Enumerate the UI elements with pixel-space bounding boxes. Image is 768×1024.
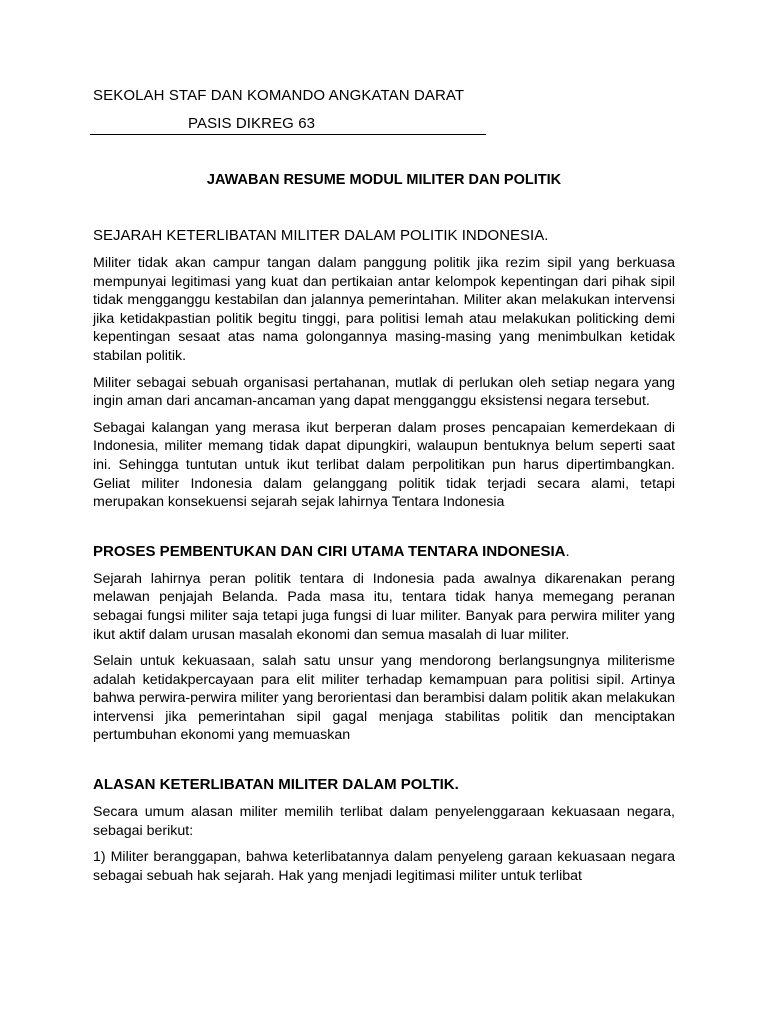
section-heading-formation [93, 543, 675, 561]
course-name-header: PASIS DIKREG 63 [188, 115, 316, 132]
paragraph: Secara umum alasan militer memilih terlibat dalam penyelenggaraan kekuasaan negara, sebagai berikut: [93, 804, 675, 839]
paragraph: Sejarah lahirnya peran politik tentara di Indonesia pada awalnya dikarenakan perang melawan penjajah Belanda. Pada masa itu, tentara tidak hanya memegang peranan sebagai fungsi militer saja tetapi juga fungsi di luar militer. Banyak para perwira militer yang ikut aktif dalam urusan masalah ekonomi dan semua masalah di luar militer. [93, 570, 675, 643]
paragraph: 1) Militer beranggapan, bahwa keterlibatannya dalam penyeleng garaan kekuasaan negara sebagai sebuah hak sejarah. Hak yang menjadi legitimasi militer untuk terlibat [93, 849, 675, 884]
section-heading-reasons: ALASAN KETERLIBATAN MILITER DALAM POLTIK. [93, 776, 459, 794]
document-title: JAWABAN RESUME MODUL MILITER DAN POLITIK [206, 172, 562, 188]
paragraph: Sebagai kalangan yang merasa ikut berperan dalam proses pencapaian kemerdekaan di Indonesia, militer memang tidak dapat dipungkiri, walaupun bentuknya belum seperti saat ini. Sehingga tuntutan untuk ikut terlibat dalam perpolitikan pun harus dipertimbangkan. Geliat militer Indonesia dalam gelanggang politik tidak terjadi secara alami, tetapi merupakan konsekuensi sejarah sejak lahirnya Tentara Indonesia [93, 419, 675, 511]
section-heading-formation-period: . [565, 542, 570, 560]
paragraph: Militer tidak akan campur tangan dalam panggung politik jika rezim sipil yang berkuasa mempunyai legitimasi yang kuat dan pertikaian antar kelompok kepentingan dari pihak sipil tidak mengganggu kestabilan dan jalannya pemerintahan. Militer akan melakukan intervensi jika ketidakpastian politik begitu tinggi, para politisi lemah atau melakukan politicking demi kepentingan sesaat atas nama golongannya masing-masing yang menimbulkan ketidak stabilan politik. [93, 255, 675, 364]
document-body [93, 227, 675, 885]
paragraph: Selain untuk kekuasaan, salah satu unsur yang mendorong berlangsungnya militerisme adalah ketidakpercayaan para elit militer terhadap kemampuan para politisi sipil. Artinya bahwa perwira-perwira militer yang berorientasi dan berambisi dalam politik akan melakukan intervensi jika pemerintahan sipil gagal menjaga stabilitas politik dan menciptakan pertumbuhan ekonomi yang memuaskan [93, 653, 675, 744]
school-name-header: SEKOLAH STAF DAN KOMANDO ANGKATAN DARAT [93, 87, 465, 104]
paragraph: Militer sebagai sebuah organisasi pertahanan, mutlak di perlukan oleh setiap negara yang ingin aman dari ancaman-ancaman yang dapat mengganggu eksistensi negara tersebut. [93, 374, 675, 410]
section-heading-formation-text: PROSES PEMBENTUKAN DAN CIRI UTAMA TENTARA INDONESIA [93, 542, 566, 560]
section-heading-history: SEJARAH KETERLIBATAN MILITER DALAM POLITIK INDONESIA. [93, 227, 549, 244]
header-divider [90, 134, 486, 135]
